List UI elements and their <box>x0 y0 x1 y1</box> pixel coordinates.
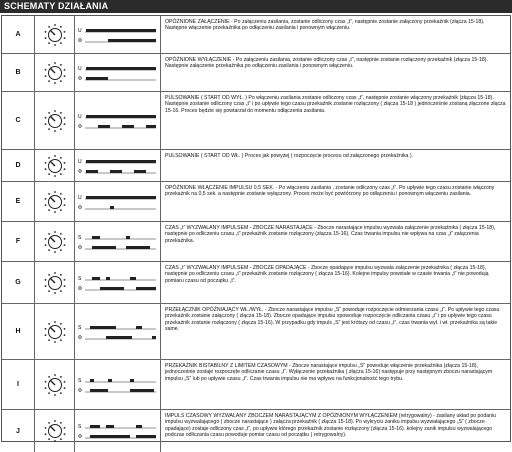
diagram-cell <box>75 54 161 91</box>
svg-text:Φ: Φ <box>77 123 82 130</box>
svg-text:S: S <box>77 234 81 241</box>
dial-cell <box>35 182 75 221</box>
dial-cell <box>35 150 75 181</box>
mode-dial-icon <box>43 109 67 133</box>
mode-letter: F <box>2 222 35 261</box>
svg-text:S: S <box>77 275 81 282</box>
diagram-cell <box>75 182 161 221</box>
timing-diagram <box>78 272 158 294</box>
mode-dial-icon <box>43 23 67 47</box>
svg-text:U: U <box>77 65 82 72</box>
mode-letter: D <box>2 150 35 181</box>
dial-cell <box>35 360 75 409</box>
timing-diagram <box>78 420 158 442</box>
mode-letter: B <box>2 54 35 91</box>
mode-dial-icon <box>43 271 67 295</box>
mode-description: PRZEKAŹNIK BISTABILNY Z LIMITEM CZASOWYM - Zbocze narastające impulsu „S” powoduje włączenie przekaźnika (złącza 15-18), jednocześnie zostaje rozpoczęte odliczanie czasu „t”. Wyłączenie przekaźnika ( złącza 15-16) następuje przy następnym zboczu narastającym impulsu „S” lub po upływie czasu „t”. Czas trwania impulsu nie ma wpływu na funkcjonalność tego trybu. <box>165 363 493 382</box>
svg-text:Φ: Φ <box>77 37 82 44</box>
mode-dial-icon <box>43 190 67 214</box>
mode-description: PULSOWANIE ( START OD WŁ. ) Proces jak powyżej ( rozpoczęcie procesu od załączonego przekaźnika ). <box>165 153 414 159</box>
svg-text:U: U <box>77 27 82 34</box>
svg-text:U: U <box>77 158 82 165</box>
mode-row-a <box>2 16 510 54</box>
mode-letter: E <box>2 182 35 221</box>
timing-diagram <box>78 24 158 46</box>
mode-description: OPÓŹNIONE WYŁĄCZENIE - Po załączeniu zasilania, zostanie odliczony czas „t”, następnie zostanie rozłączony przekaźnik (złącza 15-18). Następnie załączenie przekaźnika po odłączeniu zasilania i ponownym włączeniu. <box>165 57 488 70</box>
svg-text:Φ: Φ <box>77 204 82 211</box>
mode-letter: A <box>2 16 35 53</box>
diagram-cell <box>75 92 161 149</box>
mode-description: IMPULS CZASOWY WYZWALANY ZBOCZEM NARASTAJĄCYM Z OPÓŹNIONYM WYŁĄCZENIEM (retrygowalny) - zasilany układ po podaniu impulsu wyzwalającego ( zbocze narastające ) załącza przekaźnik ( złącza 15-18). Po wykryciu zaniku impulsu wyzwalającego „S” ( zbocze opadające) zostaje odliczony czas „t”, po upływie którego przekaźnik zostanie rozłączony (złącza 15-16). kolejny zanik impulsu wyzwalającego podczas odliczania czasu powoduje pomiar czasu od początku ( retrygowalny). <box>165 413 497 438</box>
mode-dial-icon <box>43 320 67 344</box>
mode-row-d <box>2 150 510 182</box>
svg-text:Φ: Φ <box>77 285 82 292</box>
timing-diagram <box>78 231 158 253</box>
mode-description: OPÓŹNIONE ZAŁĄCZENIE - Po załączeniu zasilania, zostanie odliczony czas „t”, następnie zostanie załączony przekaźnik (złącza 15-18). Następne włączenie przekaźnika po odłączeniu zasilania i ponownym włączeniu. <box>165 19 485 32</box>
mode-row-g <box>2 262 510 304</box>
mode-row-c <box>2 92 510 150</box>
dial-cell <box>35 410 75 452</box>
mode-row-h <box>2 304 510 360</box>
mode-row-i <box>2 360 510 410</box>
mode-dial-icon <box>43 154 67 178</box>
mode-description: PRZEŁĄCZNIK OPÓŹNIAJĄCY WŁ./WYŁ. - Zbocze narastające impulsu „S” powoduje rozpoczęcie odmierzania czasu „t”. Po upływie tego czasu przekaźnik zostanie załączony ( złącza 15-18). Zbocze opadające impulsu spowoduje rozpoczęcie odliczania czasu „t” i po upływie tego czasu przekaźnik zostanie rozłączony ( złącza 15-16). W przypadku gdy impuls „S” jest krótszy od czasu „t”, czas trwania wył. i wł. przekaźnika są takie same. <box>165 307 500 332</box>
diagram-cell <box>75 410 161 452</box>
timing-diagram <box>78 155 158 177</box>
svg-text:U: U <box>77 113 82 120</box>
diagram-cell <box>75 222 161 261</box>
timing-diagram <box>78 321 158 343</box>
dial-cell <box>35 222 75 261</box>
svg-text:U: U <box>77 194 82 201</box>
svg-text:S: S <box>77 424 81 430</box>
dial-cell <box>35 304 75 359</box>
mode-description: CZAS „t” WYZWALANY IMPULSEM - ZBOCZE OPADAJĄCE - Zbocze opadające impulsu wyzwala załączenie przekaźnika ( złącza 15-18), następnie po odliczeniu czasu „t” przekaźnik zostanie rozłączony ( złącza 15-16). Kolejne impulsy powstałe w czasie trwania „t” nie powodują pomiaru czasu od początku „t”. <box>165 265 489 284</box>
svg-text:Φ: Φ <box>77 434 82 440</box>
mode-letter: I <box>2 360 35 409</box>
schematics-table <box>1 15 511 442</box>
dial-cell <box>35 92 75 149</box>
svg-text:Φ: Φ <box>77 75 82 82</box>
timing-diagram <box>78 374 158 396</box>
mode-dial-icon <box>43 373 67 397</box>
mode-row-f <box>2 222 510 262</box>
svg-text:S: S <box>77 377 81 384</box>
mode-description: PULSOWANIE ( START OD WYŁ. ) Po włączeniu zasilania zostanie odliczony czas „t”, następnie zostanie włączony przekaźnik (złącza 15-18). Następnie zostanie odliczony czas „t” i po upływie tego czasu przekaźnik zostanie rozłączony ( złącza 15-18 ) jednocześnie zostaną złączone złącza 15-16. Proces będzie się powtarzał do momentu odłączenia zasilania. <box>165 95 506 114</box>
mode-dial-icon <box>43 61 67 85</box>
diagram-cell <box>75 262 161 303</box>
diagram-cell <box>75 150 161 181</box>
mode-dial-icon <box>43 230 67 254</box>
mode-row-b <box>2 54 510 92</box>
mode-dial-icon <box>43 419 67 443</box>
timing-diagram <box>78 191 158 213</box>
mode-row-e <box>2 182 510 222</box>
svg-text:Φ: Φ <box>77 334 82 341</box>
svg-text:Φ: Φ <box>77 244 82 251</box>
diagram-cell <box>75 360 161 409</box>
mode-letter: G <box>2 262 35 303</box>
diagram-cell <box>75 16 161 53</box>
mode-letter: C <box>2 92 35 149</box>
timing-diagram <box>78 110 158 132</box>
diagram-cell <box>75 304 161 359</box>
svg-text:S: S <box>77 324 81 331</box>
mode-description: OPÓŹNIONE WŁĄCZENIE IMPULSU 0,5 SEK. - Po włączeniu zasilania , zostanie odliczony czas „t”. Po upływie tego czasu zostanie włączony przekaźnik na 0,5 sek. a następnie zostanie wyłączony. Proces może być powtórzony po odłączeniu i ponownym włączeniu zasilania. <box>165 185 495 198</box>
timing-diagram <box>78 62 158 84</box>
svg-text:Φ: Φ <box>77 168 82 175</box>
dial-cell <box>35 54 75 91</box>
svg-text:Φ: Φ <box>77 387 82 394</box>
mode-description: CZAS „t” WYZWALANY IMPULSEM - ZBOCZE NARASTAJĄCE - Zbocze narastające impulsu wyzwala załączenie przekaźnika ( złącza 15-18), następnie po odliczeniu czasu „t” przekaźnik zostanie rozłączony (złącza 15-16). Czas trwania impulsu nie wpływa na czas „t” załączenia przekaźnika. <box>165 225 496 244</box>
dial-cell <box>35 262 75 303</box>
mode-letter: H <box>2 304 35 359</box>
mode-letter: J <box>2 410 35 452</box>
mode-row-j <box>2 410 510 452</box>
page-title: SCHEMATY DZIAŁANIA <box>0 0 512 13</box>
dial-cell <box>35 16 75 53</box>
